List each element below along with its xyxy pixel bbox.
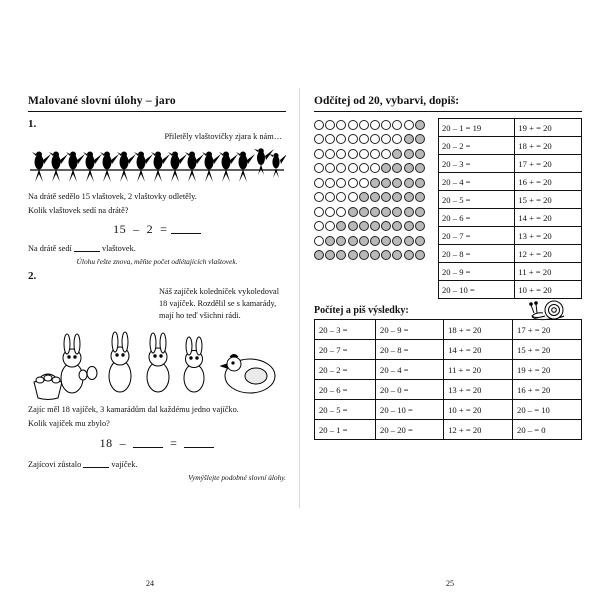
dot-circle[interactable] bbox=[359, 250, 369, 260]
dot-circle[interactable] bbox=[370, 250, 380, 260]
dot-circle[interactable] bbox=[415, 149, 425, 159]
eq1-equals: = bbox=[160, 222, 168, 237]
dot-circle[interactable] bbox=[392, 134, 402, 144]
dot-circle[interactable] bbox=[415, 134, 425, 144]
dots-row[interactable] bbox=[314, 234, 432, 247]
dot-circle[interactable] bbox=[415, 120, 425, 130]
dot-circle[interactable] bbox=[336, 250, 346, 260]
dot-circle[interactable] bbox=[348, 250, 358, 260]
dot-circle[interactable] bbox=[348, 134, 358, 144]
dot-circle[interactable] bbox=[392, 192, 402, 202]
eq1-answer-blank[interactable] bbox=[171, 222, 201, 234]
exercise-1-intro: Přiletěly vlaštovičky zjara k nám… bbox=[164, 132, 282, 141]
result-cell[interactable]: 20 – 5 = bbox=[315, 400, 376, 420]
exercise-1-number: 1. bbox=[28, 118, 37, 130]
dot-circle[interactable] bbox=[415, 250, 425, 260]
dot-circle[interactable] bbox=[314, 192, 324, 202]
dot-circle[interactable] bbox=[370, 207, 380, 217]
dot-circle[interactable] bbox=[325, 120, 335, 130]
subtraction-cell[interactable]: 20 – 4 = bbox=[439, 173, 515, 191]
dot-circle[interactable] bbox=[359, 134, 369, 144]
result-cell[interactable]: 20 – = 10 bbox=[513, 400, 582, 420]
dot-circle[interactable] bbox=[415, 236, 425, 246]
table-row bbox=[439, 227, 582, 245]
dot-circle[interactable] bbox=[359, 163, 369, 173]
result-cell[interactable]: 20 – 10 = bbox=[376, 400, 444, 420]
dot-circle[interactable] bbox=[392, 250, 402, 260]
exercise-1-line-2: Kolik vlaštovek sedí na drátě? bbox=[28, 206, 129, 216]
dot-circle[interactable] bbox=[381, 192, 391, 202]
subtraction-practice-block bbox=[314, 118, 582, 299]
exercise-2-answer-suffix: vajíček. bbox=[111, 460, 138, 470]
book-spread bbox=[0, 85, 600, 515]
dot-circle[interactable] bbox=[404, 236, 414, 246]
eq2-operator: – bbox=[119, 436, 127, 451]
exercise-2-story: Náš zajíček koledníček vykoledoval 18 vajíček. Rozdělil se s kamarády, mají ho teď všichni rádi. bbox=[159, 287, 280, 321]
result-cell[interactable]: 20 – 3 = bbox=[315, 320, 376, 340]
exercise-1-line-1: Na drátě sedělo 15 vlaštovek, 2 vlaštovky odletěly. bbox=[28, 192, 197, 201]
dot-circle[interactable] bbox=[314, 120, 324, 130]
results-section-title: Počítej a piš výsledky: bbox=[314, 305, 409, 316]
dot-circle[interactable] bbox=[325, 250, 335, 260]
birds-svg bbox=[28, 142, 286, 188]
dot-circle[interactable] bbox=[370, 149, 380, 159]
exercise-2-answer-sentence bbox=[28, 457, 286, 471]
dot-circle[interactable] bbox=[314, 134, 324, 144]
right-title-divider bbox=[314, 111, 582, 112]
eq2-equals: = bbox=[170, 436, 178, 451]
dot-circle[interactable] bbox=[404, 250, 414, 260]
title-divider bbox=[28, 111, 286, 112]
exercise-1-equation bbox=[28, 222, 286, 237]
right-page-number: 25 bbox=[446, 579, 454, 588]
dot-circle[interactable] bbox=[370, 221, 380, 231]
subtraction-cell[interactable]: 20 – 3 = bbox=[439, 155, 515, 173]
table-row bbox=[315, 340, 582, 360]
dots-row[interactable] bbox=[314, 118, 432, 131]
result-cell[interactable]: 20 – 4 = bbox=[376, 360, 444, 380]
dot-circle[interactable] bbox=[392, 149, 402, 159]
exercise-1-answer-sentence bbox=[28, 241, 286, 255]
addition-cell[interactable]: 16 + = 20 bbox=[515, 173, 582, 191]
hen-icon bbox=[221, 355, 275, 394]
dots-row[interactable] bbox=[314, 133, 432, 146]
result-cell[interactable]: 10 + = 20 bbox=[444, 400, 513, 420]
dot-circle[interactable] bbox=[359, 178, 369, 188]
dot-circle[interactable] bbox=[370, 236, 380, 246]
dot-circle[interactable] bbox=[314, 207, 324, 217]
addition-cell[interactable]: 15 + = 20 bbox=[515, 191, 582, 209]
dot-circle[interactable] bbox=[359, 207, 369, 217]
result-cell[interactable]: 20 – = 0 bbox=[513, 420, 582, 440]
dots-row[interactable] bbox=[314, 205, 432, 218]
result-cell[interactable]: 14 + = 20 bbox=[444, 340, 513, 360]
swallows-on-wire-icon bbox=[28, 142, 286, 188]
dot-circle[interactable] bbox=[314, 149, 324, 159]
addition-cell[interactable]: 11 + = 20 bbox=[515, 263, 582, 281]
result-cell[interactable]: 20 – 2 = bbox=[315, 360, 376, 380]
subtraction-cell[interactable]: 20 – 6 = bbox=[439, 209, 515, 227]
dot-circle[interactable] bbox=[359, 192, 369, 202]
eq2-operand-blank[interactable] bbox=[133, 436, 163, 448]
table-row bbox=[439, 173, 582, 191]
dot-circle[interactable] bbox=[392, 236, 402, 246]
addition-cell[interactable]: 12 + = 20 bbox=[515, 245, 582, 263]
subtraction-cell[interactable]: 20 – 10 = bbox=[439, 281, 515, 299]
results-table bbox=[314, 319, 582, 440]
exercise-2-header-row bbox=[28, 284, 286, 322]
dot-circle[interactable] bbox=[404, 207, 414, 217]
dot-circle[interactable] bbox=[359, 221, 369, 231]
dot-circle[interactable] bbox=[415, 207, 425, 217]
dot-circle[interactable] bbox=[336, 192, 346, 202]
dot-circle[interactable] bbox=[325, 221, 335, 231]
dot-circle[interactable] bbox=[404, 192, 414, 202]
exercise-1-note: Úlohu řešte znova, měňte počet odlétajících vlaštovek. bbox=[76, 257, 238, 267]
dot-circle[interactable] bbox=[325, 207, 335, 217]
result-cell[interactable]: 13 + = 20 bbox=[444, 380, 513, 400]
dot-circle[interactable] bbox=[314, 178, 324, 188]
dot-circle[interactable] bbox=[392, 120, 402, 130]
dot-circle[interactable] bbox=[325, 149, 335, 159]
dot-circle[interactable] bbox=[370, 120, 380, 130]
subtraction-cell[interactable]: 20 – 7 = bbox=[439, 227, 515, 245]
subtraction-cell[interactable]: 20 – 5 = bbox=[439, 191, 515, 209]
eq1-left: 15 bbox=[113, 222, 127, 237]
dot-circle[interactable] bbox=[348, 178, 358, 188]
result-cell[interactable]: 19 + = 20 bbox=[513, 360, 582, 380]
dot-circle[interactable] bbox=[381, 221, 391, 231]
addition-cell[interactable]: 19 + = 20 bbox=[515, 119, 582, 137]
dot-circle[interactable] bbox=[392, 207, 402, 217]
dot-circle[interactable] bbox=[348, 221, 358, 231]
left-page bbox=[0, 85, 300, 515]
dot-circle[interactable] bbox=[325, 178, 335, 188]
result-cell[interactable]: 15 + = 20 bbox=[513, 340, 582, 360]
dot-circle[interactable] bbox=[359, 236, 369, 246]
dot-circle[interactable] bbox=[336, 221, 346, 231]
dots-row[interactable] bbox=[314, 191, 432, 204]
right-page bbox=[300, 85, 600, 515]
addition-cell[interactable]: 10 + = 20 bbox=[515, 281, 582, 299]
result-cell[interactable]: 20 – 20 = bbox=[376, 420, 444, 440]
dot-circle[interactable] bbox=[404, 120, 414, 130]
table-row bbox=[439, 119, 582, 137]
dot-circle[interactable] bbox=[336, 178, 346, 188]
result-cell[interactable]: 20 – 7 = bbox=[315, 340, 376, 360]
dot-circle[interactable] bbox=[314, 250, 324, 260]
dots-row[interactable] bbox=[314, 249, 432, 262]
exercise-2-note: Vymýšlejte podobné slovní úlohy. bbox=[188, 473, 286, 483]
result-cell[interactable]: 20 – 9 = bbox=[376, 320, 444, 340]
table-row bbox=[439, 245, 582, 263]
dot-circle[interactable] bbox=[381, 120, 391, 130]
dot-circle[interactable] bbox=[348, 192, 358, 202]
dot-circle[interactable] bbox=[336, 120, 346, 130]
exercise-2-line-1: Zajíc měl 18 vajíček, 3 kamarádům dal každému jedno vajíčko. bbox=[28, 405, 239, 415]
dot-circle[interactable] bbox=[381, 178, 391, 188]
dots-row[interactable] bbox=[314, 176, 432, 189]
dot-circle[interactable] bbox=[348, 163, 358, 173]
dots-row[interactable] bbox=[314, 147, 432, 160]
dot-circle[interactable] bbox=[404, 134, 414, 144]
left-page-number: 24 bbox=[146, 579, 154, 588]
dot-circle[interactable] bbox=[359, 149, 369, 159]
dot-circle[interactable] bbox=[336, 207, 346, 217]
eq1-operator: – bbox=[133, 222, 140, 237]
table-row bbox=[315, 360, 582, 380]
dot-circle[interactable] bbox=[370, 134, 380, 144]
dot-circle[interactable] bbox=[348, 207, 358, 217]
dot-circle[interactable] bbox=[370, 163, 380, 173]
result-cell[interactable]: 20 – 0 = bbox=[376, 380, 444, 400]
dot-circle[interactable] bbox=[404, 221, 414, 231]
table-row bbox=[315, 400, 582, 420]
addition-cell[interactable]: 18 + = 20 bbox=[515, 137, 582, 155]
dot-circle[interactable] bbox=[392, 178, 402, 188]
exercise-2-illustration bbox=[28, 324, 286, 402]
exercise-2-number: 2. bbox=[28, 270, 37, 283]
result-cell[interactable]: 16 + = 20 bbox=[513, 380, 582, 400]
exercise-2-equation bbox=[28, 436, 286, 451]
dot-circle[interactable] bbox=[314, 163, 324, 173]
result-cell[interactable]: 12 + = 20 bbox=[444, 420, 513, 440]
exercise-1-answer-prefix: Na drátě sedí bbox=[28, 244, 72, 254]
exercise-1-answer-suffix: vlaštovek. bbox=[101, 244, 136, 254]
subtraction-table-grid bbox=[438, 118, 582, 299]
dot-circle[interactable] bbox=[348, 149, 358, 159]
table-row bbox=[439, 281, 582, 299]
dot-circle[interactable] bbox=[415, 221, 425, 231]
dot-circle[interactable] bbox=[415, 163, 425, 173]
result-cell[interactable]: 18 + = 20 bbox=[444, 320, 513, 340]
table-row bbox=[439, 209, 582, 227]
result-cell[interactable]: 11 + = 20 bbox=[444, 360, 513, 380]
dot-circle[interactable] bbox=[370, 178, 380, 188]
exercise-2-line-2: Kolik vajíček mu zbylo? bbox=[28, 419, 110, 429]
dots-grid[interactable] bbox=[314, 118, 432, 299]
result-cell[interactable]: 20 – 8 = bbox=[376, 340, 444, 360]
dot-circle[interactable] bbox=[381, 207, 391, 217]
eq2-left: 18 bbox=[99, 436, 113, 451]
dot-circle[interactable] bbox=[381, 134, 391, 144]
dot-circle[interactable] bbox=[392, 221, 402, 231]
table-row bbox=[315, 420, 582, 440]
subtraction-cell[interactable]: 20 – 1 = 19 bbox=[439, 119, 515, 137]
dot-circle[interactable] bbox=[348, 236, 358, 246]
dot-circle[interactable] bbox=[336, 134, 346, 144]
addition-cell[interactable]: 13 + = 20 bbox=[515, 227, 582, 245]
right-page-title: Odčítej od 20, vybarvi, dopiš: bbox=[314, 95, 460, 107]
dot-circle[interactable] bbox=[381, 236, 391, 246]
dot-circle[interactable] bbox=[415, 178, 425, 188]
dot-circle[interactable] bbox=[370, 192, 380, 202]
subtraction-cell[interactable]: 20 – 9 = bbox=[439, 263, 515, 281]
dot-circle[interactable] bbox=[381, 250, 391, 260]
dots-row[interactable] bbox=[314, 162, 432, 175]
dot-circle[interactable] bbox=[392, 163, 402, 173]
subtraction-cell[interactable]: 20 – 8 = bbox=[439, 245, 515, 263]
dots-row[interactable] bbox=[314, 220, 432, 233]
dot-circle[interactable] bbox=[381, 149, 391, 159]
exercise-2-answer-prefix: Zajícovi zůstalo bbox=[28, 460, 82, 470]
table-row bbox=[439, 155, 582, 173]
dot-circle[interactable] bbox=[314, 221, 324, 231]
result-cell[interactable]: 20 – 6 = bbox=[315, 380, 376, 400]
addition-cell[interactable]: 17 + = 20 bbox=[515, 155, 582, 173]
rabbits-with-egg-basket-icon bbox=[28, 324, 286, 402]
dot-circle[interactable] bbox=[314, 236, 324, 246]
dot-circle[interactable] bbox=[325, 192, 335, 202]
table-row bbox=[315, 380, 582, 400]
dot-circle[interactable] bbox=[325, 163, 335, 173]
result-cell[interactable]: 17 + = 20 bbox=[513, 320, 582, 340]
dot-circle[interactable] bbox=[325, 134, 335, 144]
dot-circle[interactable] bbox=[404, 178, 414, 188]
dot-circle[interactable] bbox=[336, 149, 346, 159]
dot-circle[interactable] bbox=[325, 236, 335, 246]
dot-circle[interactable] bbox=[336, 163, 346, 173]
dot-circle[interactable] bbox=[404, 163, 414, 173]
table-row bbox=[315, 320, 582, 340]
subtraction-cell[interactable]: 20 – 2 = bbox=[439, 137, 515, 155]
table-row bbox=[439, 191, 582, 209]
exercise-1-answer-blank[interactable] bbox=[74, 241, 100, 252]
page-title: Malované slovní úlohy – jaro bbox=[28, 95, 176, 107]
eq1-right: 2 bbox=[146, 222, 154, 237]
exercise-2-answer-blank[interactable] bbox=[83, 457, 109, 468]
dot-circle[interactable] bbox=[348, 120, 358, 130]
dot-circle[interactable] bbox=[336, 236, 346, 246]
dot-circle[interactable] bbox=[415, 192, 425, 202]
dot-circle[interactable] bbox=[359, 120, 369, 130]
table-row bbox=[439, 137, 582, 155]
subtraction-table bbox=[438, 118, 582, 299]
eq2-answer-blank[interactable] bbox=[184, 436, 214, 448]
snail-icon bbox=[528, 299, 580, 321]
table-row bbox=[439, 263, 582, 281]
addition-cell[interactable]: 14 + = 20 bbox=[515, 209, 582, 227]
result-cell[interactable]: 20 – 1 = bbox=[315, 420, 376, 440]
dot-circle[interactable] bbox=[404, 149, 414, 159]
dot-circle[interactable] bbox=[381, 163, 391, 173]
